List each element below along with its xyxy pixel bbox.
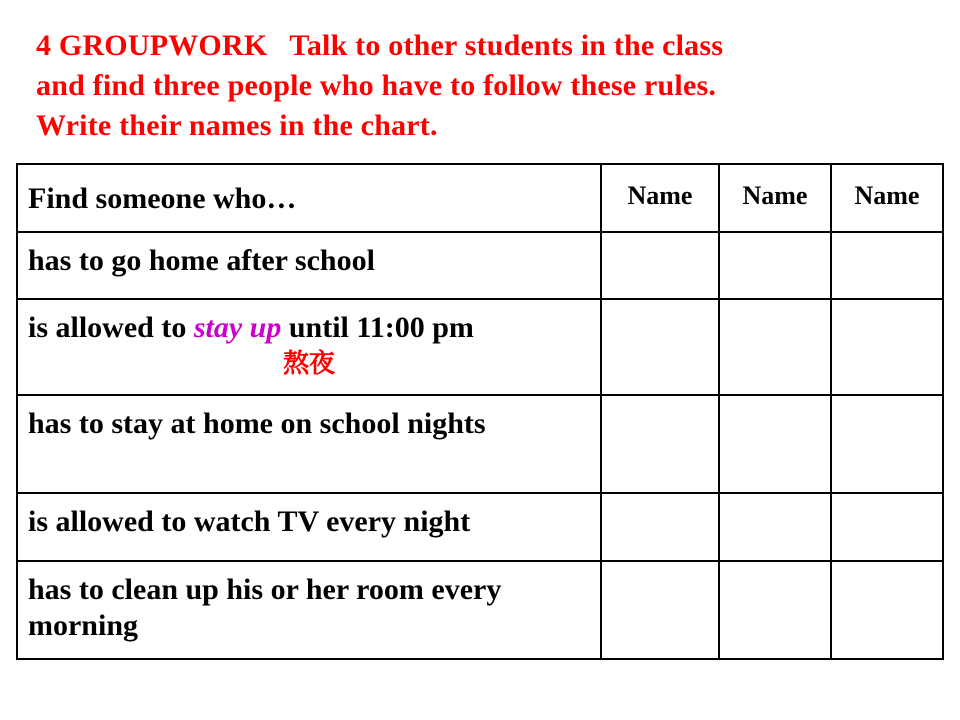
name-cell[interactable] xyxy=(601,299,719,395)
rule-text: has to go home after school xyxy=(17,232,601,299)
name-cell[interactable] xyxy=(601,493,719,561)
name-column-header-2: Name xyxy=(719,164,831,232)
name-column-header-1: Name xyxy=(601,164,719,232)
table-row xyxy=(17,395,943,493)
find-someone-header: Find someone who… xyxy=(17,164,601,232)
name-cell[interactable] xyxy=(831,232,943,299)
rule-text: is allowed to watch TV every night xyxy=(17,493,601,561)
activity-number: 4 xyxy=(36,29,52,62)
rule-suffix: until 11:00 pm xyxy=(281,311,474,344)
name-cell[interactable] xyxy=(601,232,719,299)
table-row xyxy=(17,299,943,395)
highlighted-phrase: stay up xyxy=(193,311,282,344)
instructions-text-1: Talk to other students in the class xyxy=(289,29,724,62)
name-cell[interactable] xyxy=(719,299,831,395)
name-cell[interactable] xyxy=(831,299,943,395)
chart-header-row xyxy=(17,164,943,232)
instructions xyxy=(36,26,936,146)
activity-label: GROUPWORK xyxy=(58,29,268,62)
instructions-line-1 xyxy=(36,26,936,66)
name-cell[interactable] xyxy=(719,232,831,299)
name-cell[interactable] xyxy=(601,561,719,659)
name-cell[interactable] xyxy=(719,395,831,493)
name-cell[interactable] xyxy=(601,395,719,493)
rule-prefix: is allowed to xyxy=(28,311,194,344)
table-row xyxy=(17,561,943,659)
name-cell[interactable] xyxy=(831,561,943,659)
table-row xyxy=(17,232,943,299)
instructions-line-3: Write their names in the chart. xyxy=(36,109,438,142)
rule-text xyxy=(17,299,601,395)
name-cell[interactable] xyxy=(831,395,943,493)
rule-text: has to clean up his or her room every morning xyxy=(17,561,601,659)
name-cell[interactable] xyxy=(719,561,831,659)
table-row xyxy=(17,493,943,561)
name-column-header-3: Name xyxy=(831,164,943,232)
name-cell[interactable] xyxy=(831,493,943,561)
names-chart xyxy=(16,163,944,660)
chinese-gloss: 熬夜 xyxy=(282,349,335,379)
instructions-line-2: and find three people who have to follow these rules. xyxy=(36,69,717,102)
name-cell[interactable] xyxy=(719,493,831,561)
rule-text: has to stay at home on school nights xyxy=(17,395,601,493)
